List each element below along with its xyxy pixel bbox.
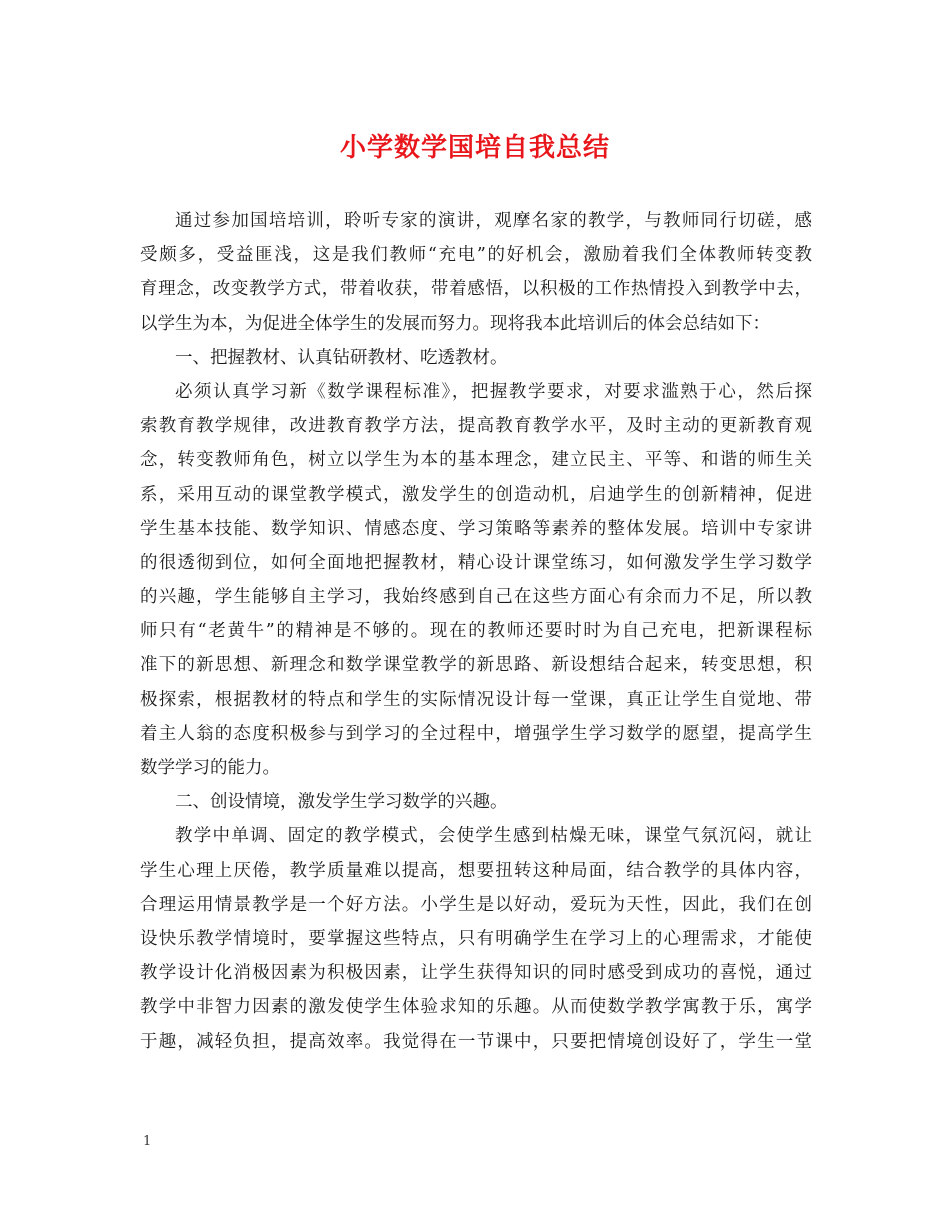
paragraph-line: 念，转变教师角色，树立以学生为本的基本理念，建立民主、平等、和谐的师生关 — [140, 450, 812, 471]
paragraph-line: 学生心理上厌倦，教学质量难以提高，想要扭转这种局面，结合教学的具体内容， — [140, 860, 812, 881]
paragraph-line: 于趣，减轻负担，提高效率。我觉得在一节课中，只要把情境创设好了，学生一堂 — [140, 1031, 812, 1052]
paragraph-line: 合理运用情景教学是一个好方法。小学生是以好动，爱玩为天性，因此，我们在创 — [140, 894, 812, 915]
paragraph-line: 极探索，根据教材的特点和学生的实际情况设计每一堂课，真正让学生自觉地、带 — [140, 689, 812, 710]
section-heading: 二、创设情境，激发学生学习数学的兴趣。 — [175, 792, 508, 813]
paragraph-line: 教学中非智力因素的激发使学生体验求知的乐趣。从而使数学教学寓教于乐，寓学 — [140, 997, 812, 1018]
paragraph-line: 的很透彻到位，如何全面地把握教材，精心设计课堂练习，如何激发学生学习数学 — [140, 552, 812, 573]
paragraph-line: 着主人翁的态度积极参与到学习的全过程中，增强学生学习数学的愿望，提高学生 — [140, 723, 812, 744]
section-heading: 一、把握教材、认真钻研教材、吃透教材。 — [175, 347, 508, 368]
paragraph-line: 学生基本技能、数学知识、情感态度、学习策略等素养的整体发展。培训中专家讲 — [140, 518, 812, 539]
paragraph-line: 师只有“老黄牛”的精神是不够的。现在的教师还要时时为自己充电，把新课程标 — [140, 621, 812, 642]
paragraph-line: 教学设计化消极因素为积极因素，让学生获得知识的同时感受到成功的喜悦，通过 — [140, 963, 812, 984]
page-number: 1 — [143, 1134, 152, 1149]
paragraph-line: 以学生为本，为促进全体学生的发展而努力。现将我本此培训后的体会总结如下： — [140, 313, 770, 334]
paragraph-line: 索教育教学规律，改进教育教学方法，提高教育教学水平，及时主动的更新教育观 — [140, 416, 812, 437]
paragraph-line: 设快乐教学情境时，要掌握这些特点，只有明确学生在学习上的心理需求，才能使 — [140, 928, 812, 949]
document-body — [140, 204, 812, 1059]
document-title: 小学数学国培自我总结 — [339, 133, 610, 163]
paragraph-line: 教学中单调、固定的教学模式，会使学生感到枯燥无味，课堂气氛沉闷，就让 — [175, 826, 812, 847]
paragraph-line: 系，采用互动的课堂教学模式，激发学生的创造动机，启迪学生的创新精神，促进 — [140, 484, 812, 505]
paragraph-line: 受颇多，受益匪浅，这是我们教师“充电”的好机会，激励着我们全体教师转变教 — [140, 245, 812, 266]
paragraph-line: 准下的新思想、新理念和数学课堂教学的新思路、新设想结合起来，转变思想，积 — [140, 655, 812, 676]
paragraph-line: 的兴趣，学生能够自主学习，我始终感到自己在这些方面心有余而力不足，所以教 — [140, 587, 812, 608]
paragraph-line: 育理念，改变教学方式，带着收获，带着感悟，以积极的工作热情投入到教学中去， — [140, 279, 812, 300]
paragraph-line: 必须认真学习新《数学课程标准》，把握教学要求，对要求滥熟于心，然后探 — [175, 381, 812, 402]
paragraph-line: 通过参加国培培训，聆听专家的演讲，观摩名家的教学，与教师同行切磋，感 — [175, 211, 812, 231]
paragraph-line: 数学学习的能力。 — [140, 758, 280, 778]
